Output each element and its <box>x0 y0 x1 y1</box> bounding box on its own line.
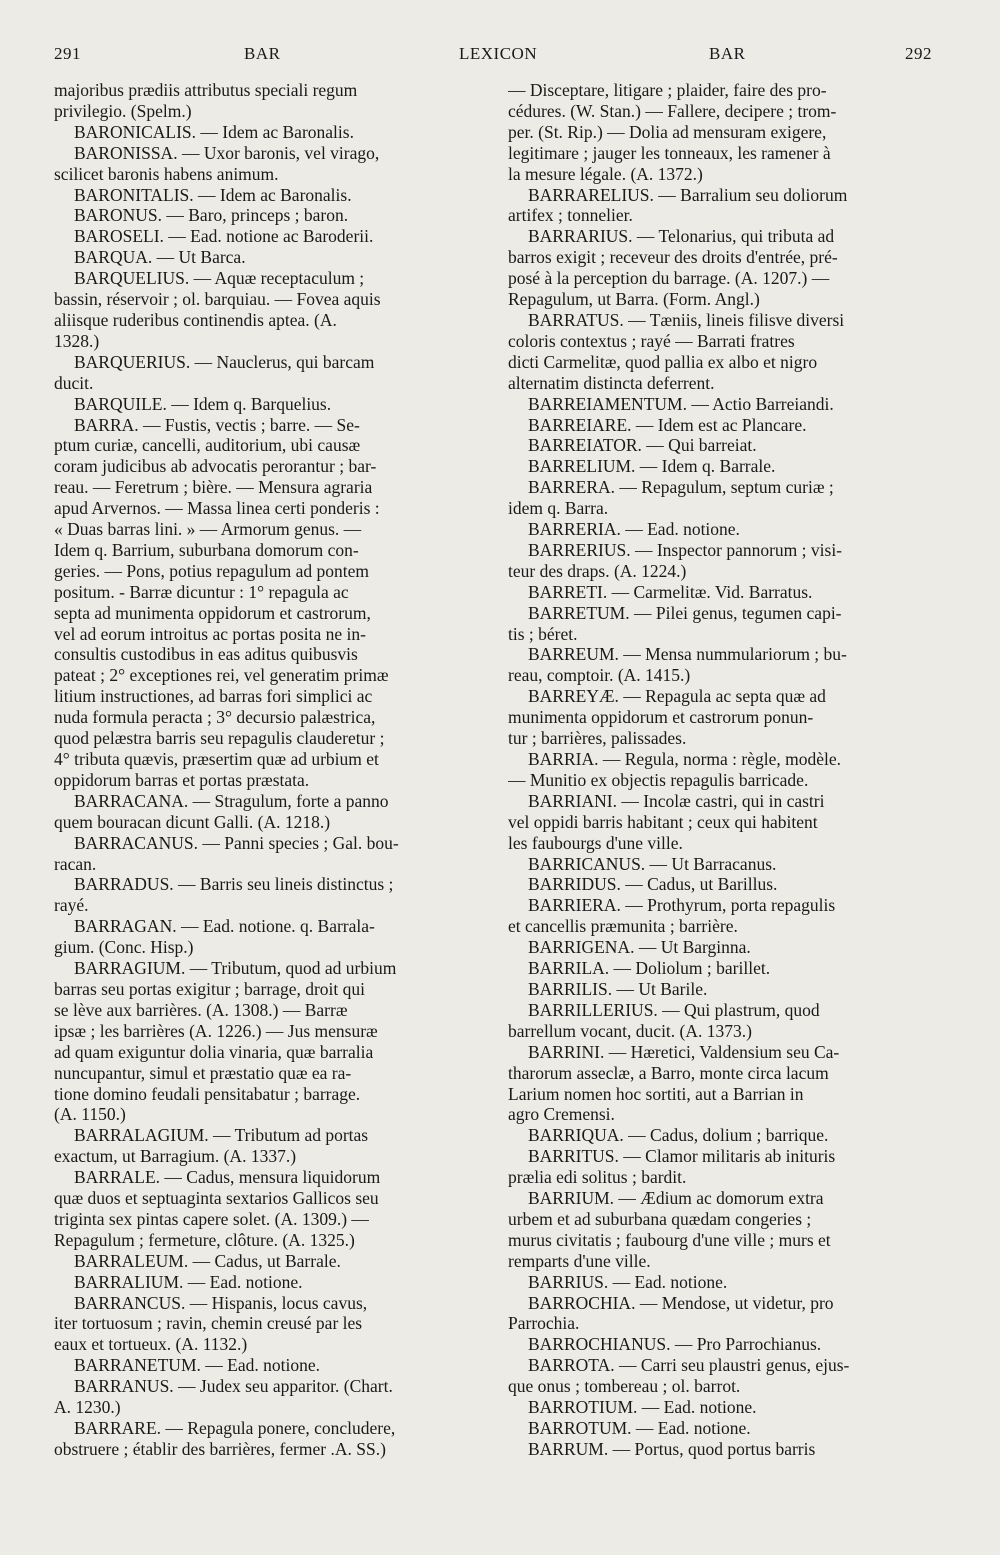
dictionary-line: tis ; béret. <box>508 623 578 644</box>
dictionary-line: quod pelæstra barris seu repagulis clauderetur ; <box>54 728 385 749</box>
dictionary-line: vel ad eorum introitus ac portas posita ne in- <box>54 623 367 644</box>
dictionary-line: BARRILIS. — Ut Barile. <box>528 978 708 999</box>
dictionary-line: BARONICALIS. — Idem ac Baronalis. <box>74 121 354 142</box>
dictionary-line: BARQUILE. — Idem q. Barquelius. <box>74 393 332 414</box>
dictionary-line: ptum curiæ, cancelli, auditorium, ubi causæ <box>54 435 361 456</box>
dictionary-line: A. 1230.) <box>54 1397 121 1418</box>
dictionary-line: bassin, réservoir ; ol. barquiau. — Fovea aquis <box>54 289 381 310</box>
dictionary-line: BARRALE. — Cadus, mensura liquidorum <box>74 1167 381 1188</box>
dictionary-line: BARRIERA. — Prothyrum, porta repagulis <box>528 895 836 916</box>
dictionary-line: litium instructiones, ad barras fori simplici ac <box>54 686 373 707</box>
dictionary-line: BARREIAMENTUM. — Actio Barreiandi. <box>528 393 834 414</box>
dictionary-line: BARONUS. — Baro, princeps ; baron. <box>74 205 349 226</box>
dictionary-line: — Munitio ex objectis repagulis barricade. <box>508 769 809 790</box>
dictionary-line: « Duas barras lini. » — Armorum genus. — <box>54 519 362 540</box>
dictionary-line: tur ; barrières, palissades. <box>508 728 687 749</box>
dictionary-line: legitimare ; jauger les tonneaux, les ramener à <box>508 142 831 163</box>
dictionary-line: septa ad munimenta oppidorum et castrorum, <box>54 602 371 623</box>
dictionary-line: BARRATUS. — Tæniis, lineis filisve diversi <box>528 309 845 330</box>
dictionary-line: la mesure légale. (A. 1372.) <box>508 163 703 184</box>
dictionary-line: rayé. <box>54 895 89 916</box>
dictionary-line: 1328.) <box>54 330 100 351</box>
dictionary-line: tharorum asseclæ, a Barro, monte circa lacum <box>508 1062 829 1083</box>
dictionary-line: — Disceptare, litigare ; plaider, faire des pro- <box>508 80 827 100</box>
dictionary-line: remparts d'une ville. <box>508 1250 651 1271</box>
dictionary-line: BARQUA. — Ut Barca. <box>74 247 246 268</box>
dictionary-line: BARRILA. — Doliolum ; barillet. <box>528 958 771 979</box>
dictionary-line: BARRALIUM. — Ead. notione. <box>74 1271 303 1292</box>
dictionary-line: BARRANETUM. — Ead. notione. <box>74 1355 320 1376</box>
dictionary-line: que onus ; tombereau ; ol. barrot. <box>508 1376 741 1397</box>
dictionary-line: se lève aux barrières. (A. 1308.) — Barræ <box>54 999 348 1020</box>
dictionary-line: reau. — Feretrum ; bière. — Mensura agraria <box>54 477 373 498</box>
dictionary-line: Repagulum, ut Barra. (Form. Angl.) <box>508 289 760 310</box>
left-page-number: 291 <box>54 44 81 63</box>
dictionary-line: BARRERIA. — Ead. notione. <box>528 519 740 540</box>
center-running-title: LEXICON <box>459 44 538 63</box>
dictionary-line: prælia edi solitus ; bardit. <box>508 1167 687 1188</box>
dictionary-line: BARRELIUM. — Idem q. Barrale. <box>528 456 776 477</box>
dictionary-line: obstruere ; établir des barrières, fermer .A. SS.) <box>54 1438 386 1459</box>
dictionary-line: Larium nomen hoc sortiti, aut a Barrian in <box>508 1083 804 1104</box>
right-running-head: BAR <box>709 44 746 63</box>
dictionary-line: BARRINI. — Hæretici, Valdensium seu Ca- <box>528 1041 840 1062</box>
dictionary-line: BARRIGENA. — Ut Barginna. <box>528 937 751 958</box>
dictionary-line: ducit. <box>54 372 94 393</box>
dictionary-line: BARRERIUS. — Inspector pannorum ; visi- <box>528 539 843 560</box>
dictionary-line: vel oppidi barris habitant ; ceux qui habitent <box>508 811 818 832</box>
dictionary-line: BARRA. — Fustis, vectis ; barre. — Se- <box>74 414 360 435</box>
dictionary-line: ad quam exiguntur dolia vinaria, quæ barralia <box>54 1041 374 1062</box>
dictionary-line: dicti Carmelitæ, quod pallia ex albo et nigro <box>508 351 818 372</box>
dictionary-line: idem q. Barra. <box>508 498 609 519</box>
dictionary-line: BARRIDUS. — Cadus, ut Barillus. <box>528 874 778 895</box>
left-running-head: BAR <box>244 44 281 63</box>
dictionary-line: nuncupantur, simul et præstatio quæ ea ra- <box>54 1062 352 1083</box>
dictionary-line: scilicet baronis habens animum. <box>54 163 279 184</box>
dictionary-line: quæ duos et septuaginta sextarios Gallicos seu <box>54 1188 379 1209</box>
dictionary-line: barros exigit ; receveur des droits d'entrée, pré- <box>508 247 838 268</box>
dictionary-line: nuda formula peracta ; 3° decursio palæstrica, <box>54 707 376 728</box>
dictionary-line: BARREUM. — Mensa nummulariorum ; bu- <box>528 644 847 665</box>
dictionary-line: BARRACANA. — Stragulum, forte a panno <box>74 790 389 811</box>
dictionary-line: Idem q. Barrium, suburbana domorum con- <box>54 539 359 560</box>
dictionary-line: geries. — Pons, potius repagulum ad pontem <box>54 560 369 581</box>
dictionary-line: BARRIQUA. — Cadus, dolium ; barrique. <box>528 1125 829 1146</box>
dictionary-line: BARRICANUS. — Ut Barracanus. <box>528 853 777 874</box>
dictionary-line: BARRAGAN. — Ead. notione. q. Barrala- <box>74 916 375 937</box>
dictionary-line: consultis custodibus in eas aditus quibusvis <box>54 644 358 665</box>
dictionary-line: urbem et ad suburbana quædam congeries ; <box>508 1208 812 1229</box>
dictionary-line: positum. - Barræ dicuntur : 1° repagula ac <box>54 581 349 602</box>
dictionary-line: BARRADUS. — Barris seu lineis distinctus ; <box>74 874 394 895</box>
dictionary-line: murus civitatis ; faubourg d'une ville ; murs et <box>508 1229 831 1250</box>
dictionary-line: oppidorum barras et portas præstata. <box>54 769 310 790</box>
dictionary-line: posé à la perception du barrage. (A. 1207.) — <box>508 268 830 289</box>
dictionary-line: artifex ; tonnelier. <box>508 205 633 226</box>
dictionary-line: BARQUELIUS. — Aquæ receptaculum ; <box>74 268 365 289</box>
dictionary-line: barrellum vocant, ducit. (A. 1373.) <box>508 1020 752 1041</box>
dictionary-line: BAROSELI. — Ead. notione ac Baroderii. <box>74 226 374 247</box>
dictionary-line: apud Arvernos. — Massa linea certi ponderis : <box>54 498 380 519</box>
dictionary-line: quem bouracan dicunt Galli. (A. 1218.) <box>54 811 331 832</box>
dictionary-line: alternatim distincta deferrent. <box>508 372 715 393</box>
dictionary-line: BARRANCUS. — Hispanis, locus cavus, <box>74 1292 368 1313</box>
dictionary-line: BARONISSA. — Uxor baronis, vel virago, <box>74 142 380 163</box>
dictionary-line: BARRIUM. — Ædium ac domorum extra <box>528 1188 824 1209</box>
dictionary-line: BARONITALIS. — Idem ac Baronalis. <box>74 184 352 205</box>
dictionary-line: BARRARE. — Repagula ponere, concludere, <box>74 1418 396 1438</box>
dictionary-line: BARRERA. — Repagulum, septum curiæ ; <box>528 477 834 498</box>
dictionary-line: BARREIARE. — Idem est ac Plancare. <box>528 414 807 435</box>
dictionary-line: BARREYÆ. — Repagula ac septa quæ ad <box>528 686 826 707</box>
right-column <box>508 80 930 1460</box>
dictionary-line: BARRIA. — Regula, norma : règle, modèle. <box>528 749 841 769</box>
dictionary-line: Parrochia. <box>508 1313 580 1334</box>
dictionary-line: BARQUERIUS. — Nauclerus, qui barcam <box>74 351 375 372</box>
dictionary-line: BARRAGIUM. — Tributum, quod ad urbium <box>74 958 397 979</box>
dictionary-line: teur des draps. (A. 1224.) <box>508 560 687 581</box>
dictionary-line: triginta sex pintas capere solet. (A. 1309.) — <box>54 1208 369 1229</box>
right-page-number: 292 <box>905 44 932 63</box>
dictionary-line: BARROTIUM. — Ead. notione. <box>528 1397 757 1418</box>
dictionary-line: BARRALAGIUM. — Tributum ad portas <box>74 1125 369 1146</box>
dictionary-line: reau, comptoir. (A. 1415.) <box>508 665 691 686</box>
dictionary-line: exactum, ut Barragium. (A. 1337.) <box>54 1146 297 1167</box>
dictionary-line: coram judicibus ab advocatis perorantur ; bar- <box>54 456 377 477</box>
dictionary-line: BARRARELIUS. — Barralium seu doliorum <box>528 184 848 205</box>
dictionary-line: munimenta oppidorum et castrorum ponun- <box>508 707 814 728</box>
left-column <box>54 80 476 1460</box>
dictionary-line: cédures. (W. Stan.) — Fallere, decipere ; trom- <box>508 100 837 121</box>
dictionary-line: BARROCHIANUS. — Pro Parrochianus. <box>528 1334 822 1355</box>
dictionary-line: per. (St. Rip.) — Dolia ad mensuram exigere, <box>508 121 827 142</box>
dictionary-line: et cancellis præmunita ; barrière. <box>508 916 738 937</box>
dictionary-line: BARRIANI. — Incolæ castri, qui in castri <box>528 790 825 811</box>
dictionary-line: racan. <box>54 853 97 874</box>
dictionary-line: majoribus prædiis attributus speciali regum <box>54 80 358 100</box>
dictionary-line: (A. 1150.) <box>54 1104 126 1125</box>
dictionary-line: BARROTUM. — Ead. notione. <box>528 1418 751 1438</box>
dictionary-line: agro Cremensi. <box>508 1104 615 1125</box>
dictionary-line: Repagulum ; fermeture, clôture. (A. 1325.) <box>54 1229 355 1250</box>
dictionary-line: ipsæ ; les barrières (A. 1226.) — Jus mensuræ <box>54 1020 378 1041</box>
dictionary-line: BARROTA. — Carri seu plaustri genus, ejus- <box>528 1355 850 1376</box>
dictionary-line: BARRANUS. — Judex seu apparitor. (Chart. <box>74 1376 393 1397</box>
dictionary-line: BARROCHIA. — Mendose, ut videtur, pro <box>528 1292 834 1313</box>
dictionary-line: BARRACANUS. — Panni species ; Gal. bou- <box>74 832 399 853</box>
dictionary-line: gium. (Conc. Hisp.) <box>54 937 194 958</box>
dictionary-line: privilegio. (Spelm.) <box>54 100 192 121</box>
dictionary-line: les faubourgs d'une ville. <box>508 832 683 853</box>
dictionary-line: iter tortuosum ; ravin, chemin creusé par les <box>54 1313 363 1334</box>
dictionary-line: 4° tributa quævis, præsertim quæ ad urbium et <box>54 749 379 769</box>
dictionary-line: BARRARIUS. — Telonarius, qui tributa ad <box>528 226 835 247</box>
dictionary-line: BARRETUM. — Pilei genus, tegumen capi- <box>528 602 842 623</box>
dictionary-line: barras seu portas exigitur ; barrage, droit qui <box>54 978 366 999</box>
dictionary-line: BARREIATOR. — Qui barreiat. <box>528 435 757 456</box>
dictionary-line: coloris contextus ; rayé — Barrati fratres <box>508 330 795 351</box>
dictionary-line: BARRITUS. — Clamor militaris ab inituris <box>528 1146 836 1167</box>
dictionary-line: BARRUM. — Portus, quod portus barris <box>528 1438 816 1459</box>
dictionary-line: BARRILLERIUS. — Qui plastrum, quod <box>528 999 820 1020</box>
dictionary-line: eaux et tortueux. (A. 1132.) <box>54 1334 248 1355</box>
dictionary-line: BARRIUS. — Ead. notione. <box>528 1271 728 1292</box>
page-header <box>54 44 932 74</box>
dictionary-line: aliisque ruderibus continendis aptea. (A. <box>54 309 337 330</box>
dictionary-line: pateat ; 2° exceptiones rei, vel generatim primæ <box>54 665 389 686</box>
dictionary-line: BARRETI. — Carmelitæ. Vid. Barratus. <box>528 581 813 602</box>
dictionary-line: tione domino feudali pensitabatur ; barrage. <box>54 1083 361 1104</box>
dictionary-line: BARRALEUM. — Cadus, ut Barrale. <box>74 1250 341 1271</box>
